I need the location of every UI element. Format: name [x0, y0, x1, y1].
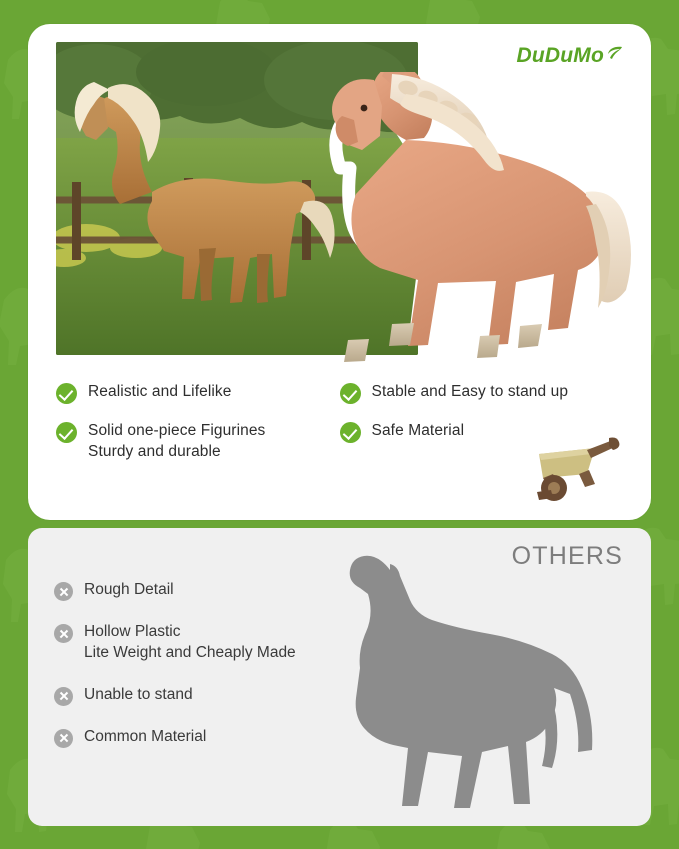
x-icon: [54, 687, 73, 706]
leaf-icon: [607, 46, 623, 65]
cons-list: [54, 580, 384, 769]
check-icon: [340, 422, 361, 443]
feature-row: [56, 382, 623, 404]
check-icon: [56, 422, 77, 443]
con-label: [84, 622, 296, 664]
con-label: Common Material: [84, 727, 207, 745]
others-title: OTHERS: [511, 542, 623, 570]
toy-horse-figurine: [256, 72, 651, 387]
feature-label-line1: Solid one-piece Figurines: [88, 422, 266, 439]
others-card: [28, 528, 651, 826]
feature-label-line2: Sturdy and durable: [88, 442, 221, 460]
check-icon: [56, 383, 77, 404]
feature-item: [340, 382, 624, 404]
features-card: [28, 24, 651, 520]
con-label-line2: Lite Weight and Cheaply Made: [84, 643, 296, 661]
x-icon: [54, 582, 73, 601]
brand-logo: [516, 44, 623, 68]
con-item: [54, 727, 384, 748]
x-icon: [54, 624, 73, 643]
con-label: Rough Detail: [84, 581, 174, 598]
check-icon: [340, 383, 361, 404]
brand-name: DuDuMo: [516, 44, 604, 67]
feature-label: Stable and Easy to stand up: [371, 383, 569, 400]
feature-label: [88, 421, 265, 462]
feature-label: Realistic and Lifelike: [88, 383, 232, 400]
con-item: [54, 622, 384, 664]
con-item: [54, 580, 384, 601]
con-label: Unable to stand: [84, 685, 193, 703]
con-item: [54, 685, 384, 706]
con-label-line1: Hollow Plastic: [84, 623, 181, 640]
x-icon: [54, 729, 73, 748]
feature-item: [56, 421, 340, 462]
toy-wheelbarrow: [521, 430, 629, 508]
feature-label: Safe Material: [371, 422, 465, 439]
feature-item: [56, 382, 340, 404]
